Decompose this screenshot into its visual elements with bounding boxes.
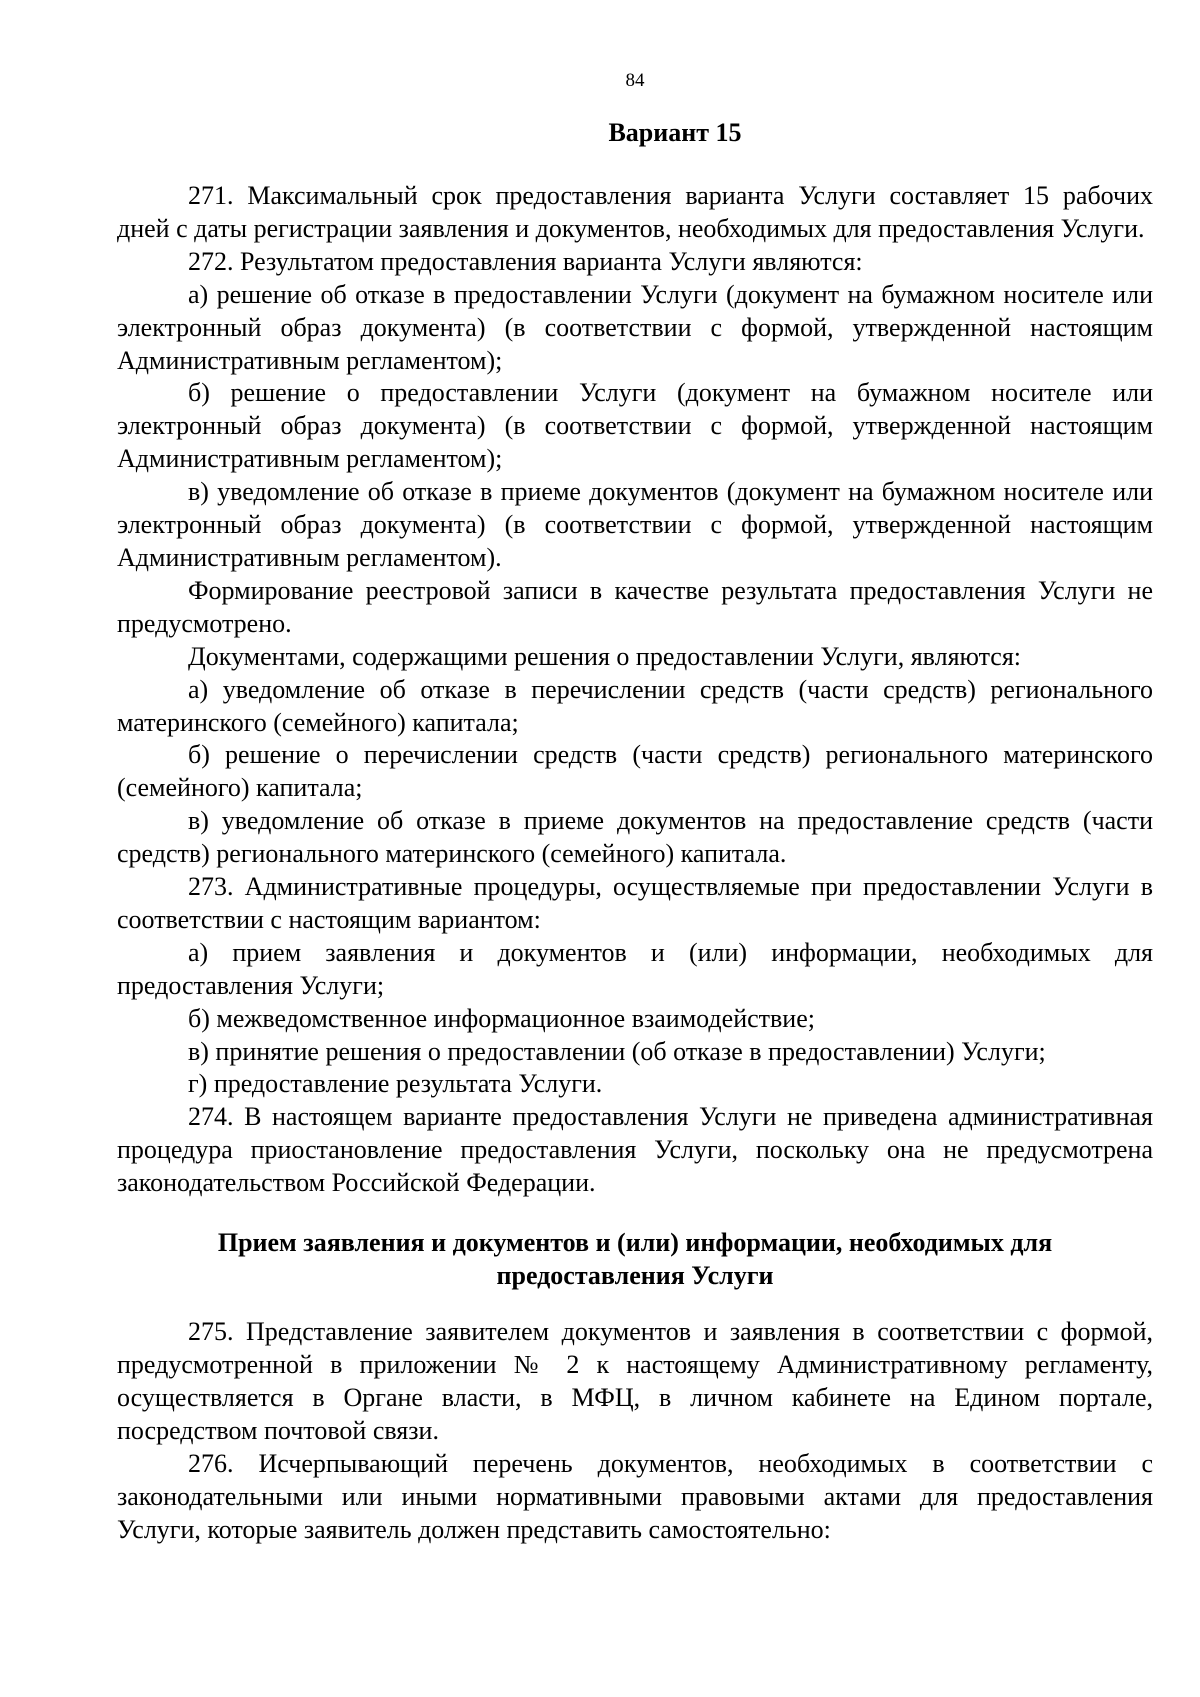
paragraph-274: 274. В настоящем варианте предоставления Услуги не приведена административная процедура приостановление предоставления Услуги, поскольку она не предусмотрена законодательством Российской Федерации. <box>117 1102 1153 1198</box>
variant-paragraphs <box>117 180 1153 1200</box>
list-item-decision-a: а) уведомление об отказе в перечислении средств (части средств) регионального материнского (семейного) капитала; <box>117 674 1153 737</box>
section-heading <box>117 1226 1153 1292</box>
list-item-273-a: а) прием заявления и документов и (или) информации, необходимых для предоставления Услуги; <box>117 937 1153 1000</box>
list-item-272-v: в) уведомление об отказе в приеме документов (документ на бумажном носителе или электронный образ документа) (в соответствии с формой, утвержденной настоящим Административным регламентом). <box>117 477 1153 572</box>
paragraph-275: 275. Представление заявителем документов и заявления в соответствии с формой, предусмотренной в приложении № 2 к настоящему Административному регламенту, осуществляется в Органе власти, в МФЦ, в личном кабинете на Едином портале, посредством почтовой связи. <box>117 1317 1153 1445</box>
paragraph-272: 272. Результатом предоставления варианта Услуги являются: <box>188 246 863 276</box>
paragraph-273: 273. Административные процедуры, осуществляемые при предоставлении Услуги в соответствии с настоящим вариантом: <box>117 872 1153 934</box>
list-item-273-b: б) межведомственное информационное взаимодействие; <box>188 1003 815 1033</box>
list-item-decision-b: б) решение о перечислении средств (части средств) регионального материнского (семейного) капитала; <box>117 740 1153 803</box>
list-item-273-g: г) предоставление результата Услуги. <box>188 1069 603 1099</box>
paragraph-registry-record: Формирование реестровой записи в качестве результата предоставления Услуги не предусмотрено. <box>117 575 1153 638</box>
paragraph-276: 276. Исчерпывающий перечень документов, необходимых в соответствии с законодательными или иными нормативными правовыми актами для предоставления Услуги, которые заявитель должен представить самостоятельно: <box>117 1448 1153 1544</box>
section-heading-line-1: Прием заявления и документов и (или) информации, необходимых для <box>217 1228 1053 1258</box>
list-item-decision-v: в) уведомление об отказе в приеме документов на предоставление средств (части средств) регионального материнского (семейного) капитала. <box>117 806 1153 869</box>
list-item-273-v: в) принятие решения о предоставлении (об отказе в предоставлении) Услуги; <box>188 1036 1046 1066</box>
section-paragraphs <box>117 1316 1153 1546</box>
list-item-272-b: б) решение о предоставлении Услуги (документ на бумажном носителе или электронный образ документа) (в соответствии с формой, утвержденной настоящим Административным регламентом); <box>117 378 1153 474</box>
page-number: 84 <box>625 70 645 91</box>
document-body <box>117 116 1153 1546</box>
variant-heading: Вариант 15 <box>608 118 742 147</box>
section-heading-line-2: предоставления Услуги <box>496 1261 774 1291</box>
paragraph-decision-documents: Документами, содержащими решения о предоставлении Услуги, являются: <box>188 641 1022 671</box>
paragraph-271: 271. Максимальный срок предоставления варианта Услуги составляет 15 рабочих дней с даты регистрации заявления и документов, необходимых для предоставления Услуги. <box>117 181 1153 243</box>
list-item-272-a: а) решение об отказе в предоставлении Услуги (документ на бумажном носителе или электронный образ документа) (в соответствии с формой, утвержденной настоящим Административным регламентом); <box>117 279 1153 375</box>
